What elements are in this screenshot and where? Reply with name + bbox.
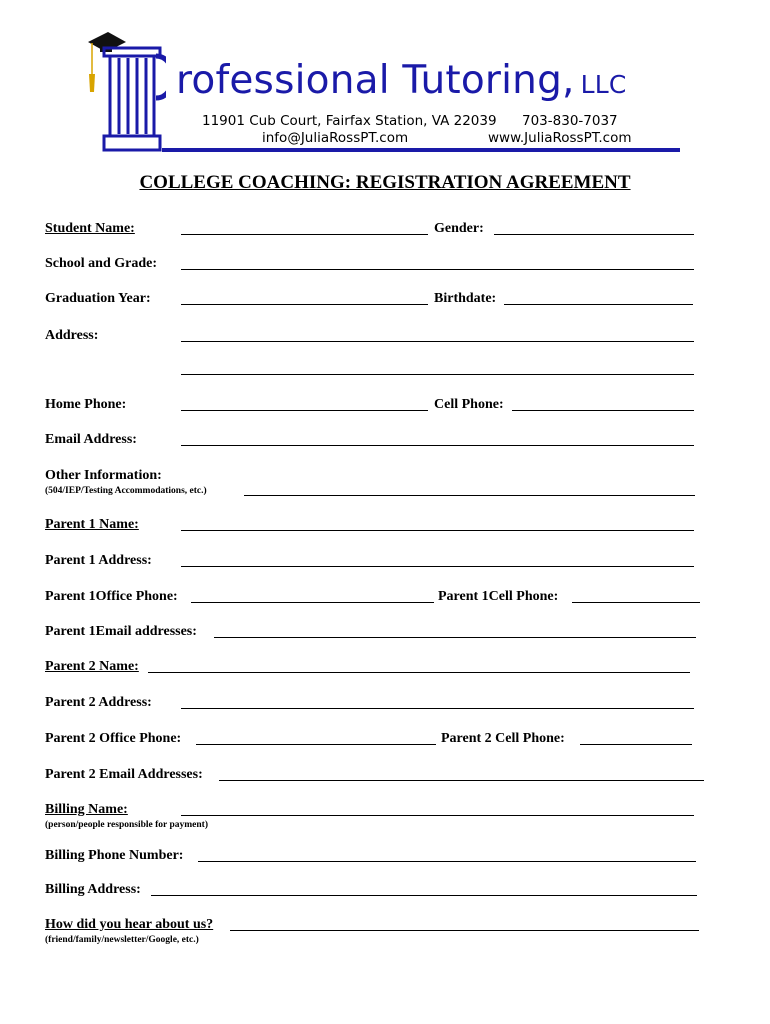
home-phone-label: Home Phone: bbox=[45, 397, 127, 412]
school-grade-field[interactable] bbox=[181, 269, 694, 270]
parent2-office-phone-label: Parent 2 Office Phone: bbox=[45, 731, 182, 746]
address-field-line-1[interactable] bbox=[181, 341, 694, 342]
birthdate-field[interactable] bbox=[504, 304, 693, 305]
company-address: 11901 Cub Court, Fairfax Station, VA 22039 bbox=[202, 113, 497, 129]
parent1-office-phone-field[interactable] bbox=[191, 602, 434, 603]
letterhead-divider bbox=[162, 148, 680, 152]
parent2-name-label: Parent 2 Name: bbox=[45, 659, 139, 674]
referral-label: How did you hear about us? bbox=[45, 917, 214, 932]
billing-phone-field[interactable] bbox=[198, 861, 696, 862]
other-info-field[interactable] bbox=[244, 495, 695, 496]
parent1-address-label: Parent 1 Address: bbox=[45, 553, 152, 568]
billing-address-field[interactable] bbox=[151, 895, 697, 896]
billing-name-field[interactable] bbox=[181, 815, 694, 816]
graduation-year-label: Graduation Year: bbox=[45, 291, 151, 306]
parent2-email-label: Parent 2 Email Addresses: bbox=[45, 767, 203, 782]
company-name-text: rofessional Tutoring, bbox=[176, 58, 575, 103]
company-phone: 703-830-7037 bbox=[522, 113, 618, 129]
email-address-label: Email Address: bbox=[45, 432, 137, 447]
form-title: COLLEGE COACHING: REGISTRATION AGREEMENT bbox=[139, 172, 631, 193]
billing-name-hint: (person/people responsible for payment) bbox=[45, 820, 208, 830]
parent2-cell-phone-label: Parent 2 Cell Phone: bbox=[441, 731, 565, 746]
parent1-email-label: Parent 1Email addresses: bbox=[45, 624, 197, 639]
parent2-address-field[interactable] bbox=[181, 708, 694, 709]
cell-phone-field[interactable] bbox=[512, 410, 694, 411]
email-address-field[interactable] bbox=[181, 445, 694, 446]
pillar-with-graduation-cap-icon bbox=[86, 26, 166, 154]
parent1-name-field[interactable] bbox=[181, 530, 694, 531]
address-label: Address: bbox=[45, 328, 99, 343]
referral-hint: (friend/family/newsletter/Google, etc.) bbox=[45, 935, 199, 945]
graduation-year-field[interactable] bbox=[181, 304, 428, 305]
birthdate-label: Birthdate: bbox=[434, 291, 497, 306]
billing-phone-label: Billing Phone Number: bbox=[45, 848, 184, 863]
company-suffix: LLC bbox=[580, 70, 627, 99]
address-field-line-2[interactable] bbox=[181, 374, 694, 375]
referral-field[interactable] bbox=[230, 930, 699, 931]
parent2-email-field[interactable] bbox=[219, 780, 704, 781]
company-website: www.JuliaRossPT.com bbox=[488, 130, 632, 146]
parent1-cell-phone-field[interactable] bbox=[572, 602, 700, 603]
parent1-address-field[interactable] bbox=[181, 566, 694, 567]
other-info-hint: (504/IEP/Testing Accommodations, etc.) bbox=[45, 486, 207, 496]
home-phone-field[interactable] bbox=[181, 410, 428, 411]
parent2-name-field[interactable] bbox=[148, 672, 690, 673]
parent2-office-phone-field[interactable] bbox=[196, 744, 436, 745]
billing-address-label: Billing Address: bbox=[45, 882, 141, 897]
parent1-email-field[interactable] bbox=[214, 637, 696, 638]
billing-name-label: Billing Name: bbox=[45, 802, 128, 817]
cell-phone-label: Cell Phone: bbox=[434, 397, 504, 412]
parent1-office-phone-label: Parent 1Office Phone: bbox=[45, 589, 178, 604]
parent1-cell-phone-label: Parent 1Cell Phone: bbox=[438, 589, 559, 604]
student-name-field[interactable] bbox=[181, 234, 428, 235]
parent2-address-label: Parent 2 Address: bbox=[45, 695, 152, 710]
school-grade-label: School and Grade: bbox=[45, 256, 158, 271]
gender-field[interactable] bbox=[494, 234, 694, 235]
company-email: info@JuliaRossPT.com bbox=[262, 130, 409, 146]
parent1-name-label: Parent 1 Name: bbox=[45, 517, 139, 532]
company-name bbox=[176, 58, 627, 103]
gender-label: Gender: bbox=[434, 221, 484, 236]
parent2-cell-phone-field[interactable] bbox=[580, 744, 692, 745]
other-info-label: Other Information: bbox=[45, 468, 162, 483]
student-name-label: Student Name: bbox=[45, 221, 135, 236]
